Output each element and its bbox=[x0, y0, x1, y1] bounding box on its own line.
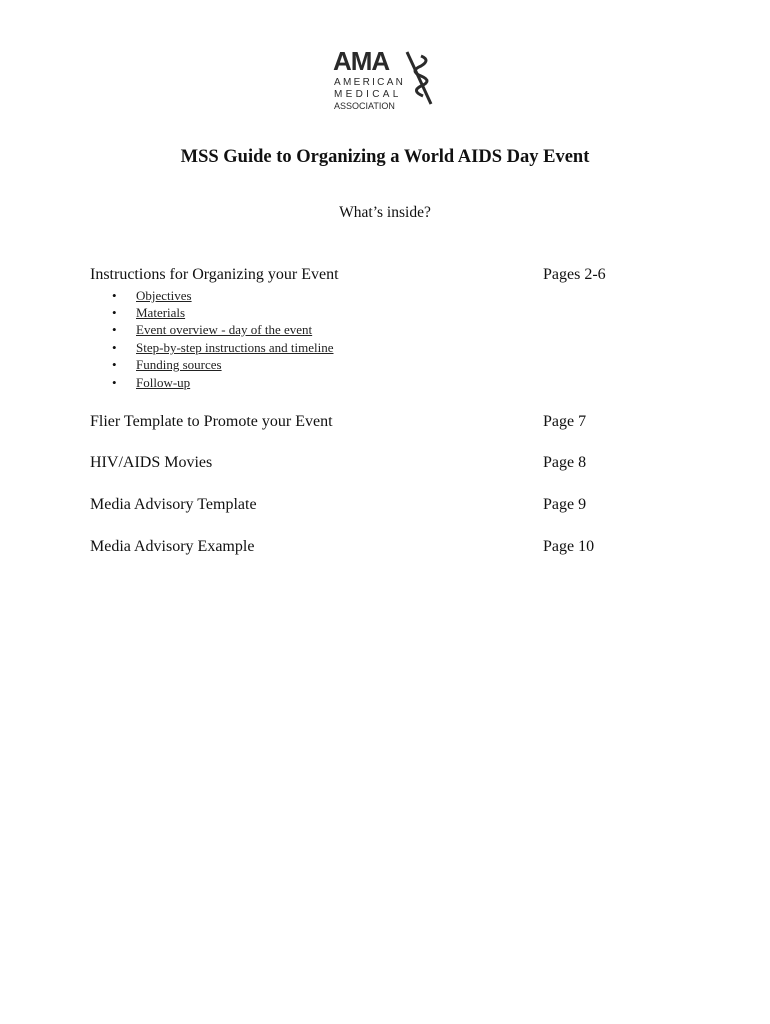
toc-label-media-template: Media Advisory Template bbox=[90, 496, 257, 513]
bullet-icon: • bbox=[112, 322, 117, 337]
logo-line-1: AMERICAN bbox=[334, 77, 406, 88]
link-follow-up[interactable]: Follow-up bbox=[136, 375, 191, 390]
ama-logo bbox=[333, 48, 443, 116]
toc-pages-media-example: Page 10 bbox=[543, 538, 595, 555]
bullet-icon: • bbox=[112, 305, 117, 320]
page-subtitle: What’s inside? bbox=[339, 204, 431, 221]
logo-line-2: MEDICAL bbox=[334, 89, 402, 100]
page-title: MSS Guide to Organizing a World AIDS Day Event bbox=[180, 147, 590, 167]
link-step-by-step[interactable]: Step-by-step instructions and timeline bbox=[136, 340, 334, 355]
link-materials[interactable]: Materials bbox=[136, 305, 186, 320]
toc-pages-movies: Page 8 bbox=[543, 454, 587, 471]
logo-line-3: ASSOCIATION bbox=[334, 101, 395, 111]
toc-pages-media-template: Page 9 bbox=[543, 496, 587, 513]
toc-label-instructions: Instructions for Organizing your Event bbox=[90, 266, 339, 283]
toc-label-flier: Flier Template to Promote your Event bbox=[90, 413, 333, 430]
bullet-icon: • bbox=[112, 340, 117, 355]
toc-label-media-example: Media Advisory Example bbox=[90, 538, 255, 555]
link-funding-sources[interactable]: Funding sources bbox=[136, 357, 222, 372]
bullet-icon: • bbox=[112, 357, 117, 372]
staff-of-asclepius-icon bbox=[401, 48, 441, 108]
link-objectives[interactable]: Objectives bbox=[136, 288, 192, 303]
toc-pages-flier: Page 7 bbox=[543, 413, 587, 430]
logo-wordmark: AMA bbox=[333, 46, 390, 76]
toc-label-movies: HIV/AIDS Movies bbox=[90, 454, 213, 471]
toc-pages-instructions: Pages 2-6 bbox=[543, 266, 606, 283]
link-event-overview[interactable]: Event overview - day of the event bbox=[136, 322, 313, 337]
bullet-icon: • bbox=[112, 375, 117, 390]
bullet-icon: • bbox=[112, 288, 117, 303]
